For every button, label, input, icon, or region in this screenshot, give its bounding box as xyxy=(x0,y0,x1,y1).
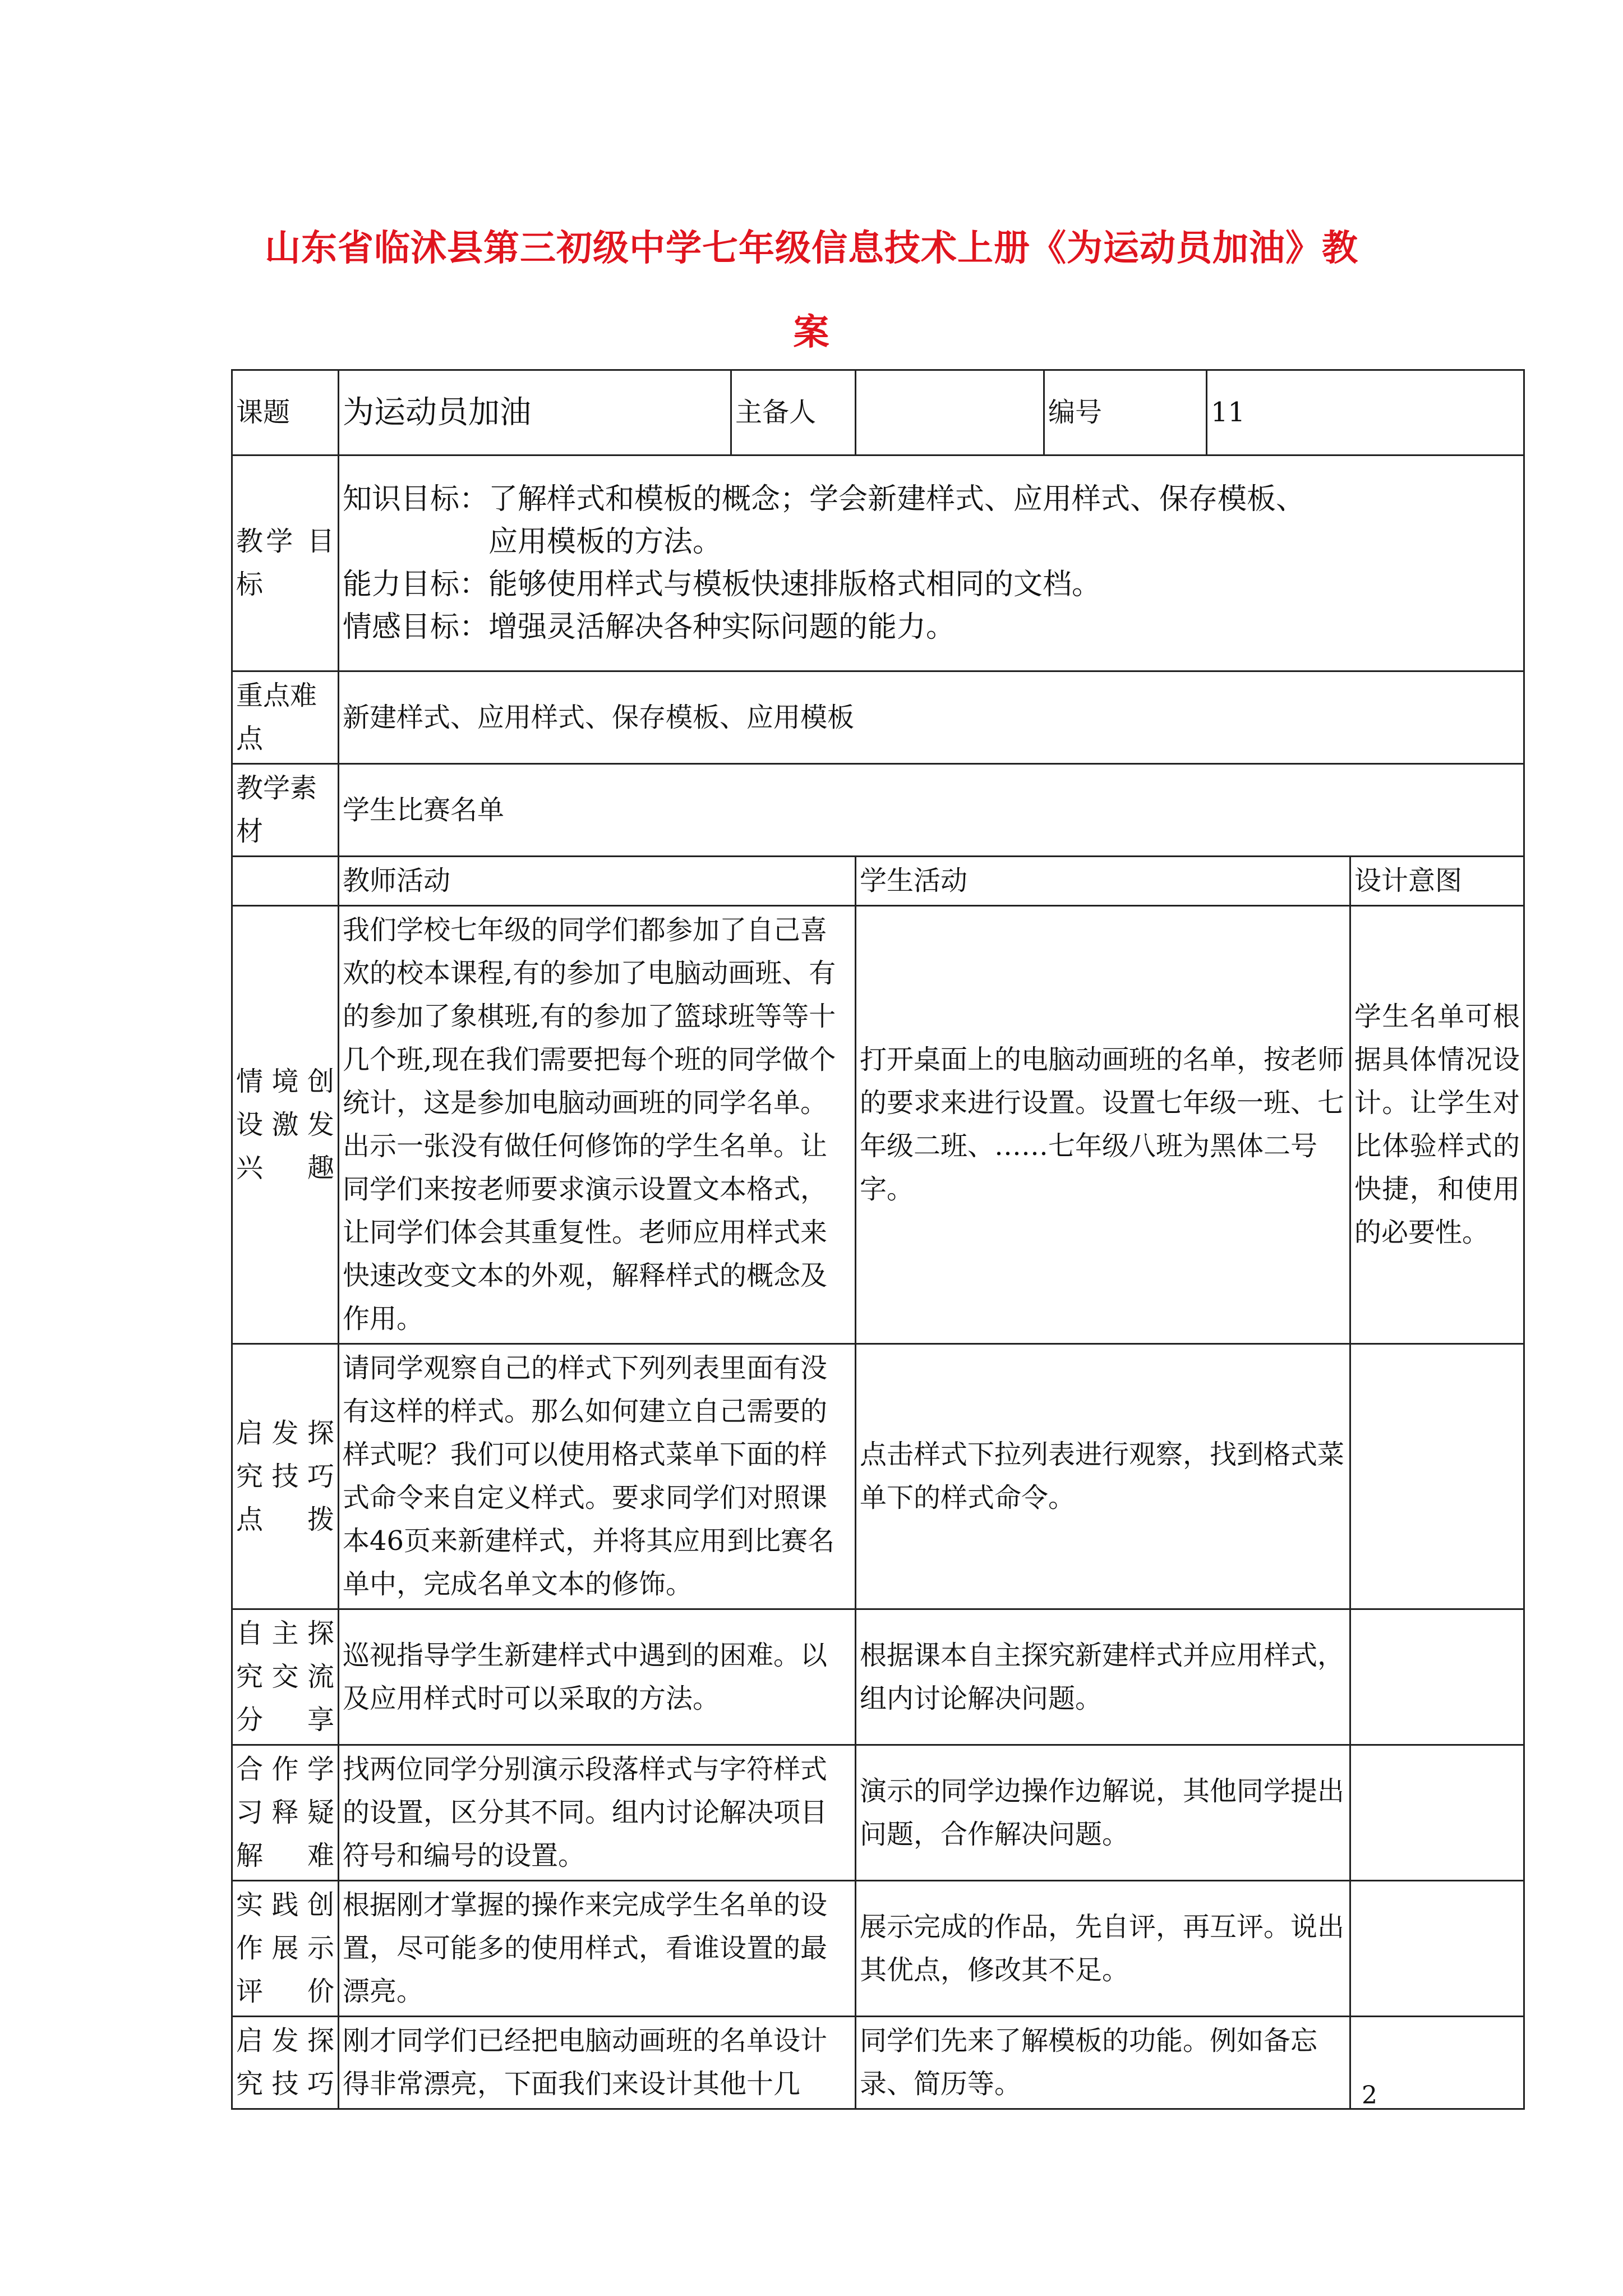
stage-label: 合作学习释疑解难 xyxy=(232,1745,339,1881)
topic-value: 为运动员加油 xyxy=(339,370,731,455)
header-row xyxy=(232,370,1524,455)
stage-row-2 xyxy=(232,1344,1524,1609)
teacher-activity: 我们学校七年级的同学们都参加了自己喜欢的校本课程,有的参加了电脑动画班、有的参加了象棋班,有的参加了篮球班等等十几个班,现在我们需要把每个班的同学做个统计，这是参加电脑动画班的同学名单。出示一张没有做任何修饰的学生名单。让同学们来按老师要求演示设置文本格式，让同学们体会其重复性。老师应用样式来快速改变文本的外观，解释样式的概念及作用。 xyxy=(339,906,856,1344)
design-intent xyxy=(1350,1881,1524,2017)
page-number: 2 xyxy=(1362,2081,1377,2110)
emotion-objective: 情感目标：增强灵活解决各种实际问题的能力。 xyxy=(343,610,956,644)
teacher-activity: 根据刚才掌握的操作来完成学生名单的设置，尽可能多的使用样式，看谁设置的最漂亮。 xyxy=(339,1881,856,2017)
topic-label: 课题 xyxy=(232,370,339,455)
materials-value: 学生比赛名单 xyxy=(339,764,1524,857)
title-line-1: 山东省临沭县第三初级中学七年级信息技术上册《为运动员加油》教 xyxy=(265,227,1358,269)
title-line-2: 案 xyxy=(793,311,830,353)
stage-label: 启发探究技巧 xyxy=(232,2017,339,2109)
objectives-label: 教学 目标 xyxy=(232,455,339,671)
lesson-plan-table xyxy=(231,369,1525,2110)
student-activity: 点击样式下拉列表进行观察，找到格式菜单下的样式命令。 xyxy=(856,1344,1350,1609)
knowledge-objective: 知识目标：了解样式和模板的概念；学会新建样式、应用样式、保存模板、 xyxy=(343,482,1306,516)
stage-row-6 xyxy=(232,2017,1524,2109)
knowledge-objective-cont: 应用模板的方法。 xyxy=(488,525,722,559)
preparer-value xyxy=(856,370,1044,455)
objectives-row xyxy=(232,455,1524,671)
stage-label: 情境创设激发兴趣 xyxy=(232,906,339,1344)
stage-label: 启发探究技巧点拨 xyxy=(232,1344,339,1609)
design-intent xyxy=(1350,1344,1524,1609)
objectives-content xyxy=(339,455,1524,671)
key-points-label: 重点难点 xyxy=(232,671,339,764)
document-title xyxy=(168,206,1455,375)
student-activity-header: 学生活动 xyxy=(856,857,1350,906)
number-value: 11 xyxy=(1207,370,1524,455)
materials-label: 教学素材 xyxy=(232,764,339,857)
teacher-activity: 请同学观察自己的样式下列列表里面有没有这样的样式。那么如何建立自己需要的样式呢？我们可以使用格式菜单下面的样式命令来自定义样式。要求同学们对照课本46页来新建样式，并将其应用到比赛名单中，完成名单文本的修饰。 xyxy=(339,1344,856,1609)
design-intent: 学生名单可根据具体情况设计。让学生对比体验样式的快捷，和使用的必要性。 xyxy=(1350,906,1524,1344)
ability-objective: 能力目标：能够使用样式与模板快速排版格式相同的文档。 xyxy=(343,568,1101,601)
student-activity: 同学们先来了解模板的功能。例如备忘录、简历等。 xyxy=(856,2017,1350,2109)
design-intent-header: 设计意图 xyxy=(1350,857,1524,906)
stage-label: 实践创作展示评价 xyxy=(232,1881,339,2017)
student-activity: 展示完成的作品，先自评，再互评。说出其优点，修改其不足。 xyxy=(856,1881,1350,2017)
stage-row-5 xyxy=(232,1881,1524,2017)
teacher-activity: 找两位同学分别演示段落样式与字符样式的设置，区分其不同。组内讨论解决项目符号和编号的设置。 xyxy=(339,1745,856,1881)
preparer-label: 主备人 xyxy=(731,370,856,455)
teacher-activity: 巡视指导学生新建样式中遇到的困难。以及应用样式时可以采取的方法。 xyxy=(339,1609,856,1745)
student-activity: 演示的同学边操作边解说，其他同学提出问题，合作解决问题。 xyxy=(856,1745,1350,1881)
teacher-activity-header: 教师活动 xyxy=(339,857,856,906)
materials-row xyxy=(232,764,1524,857)
stage-row-1 xyxy=(232,906,1524,1344)
key-points-value: 新建样式、应用样式、保存模板、应用模板 xyxy=(339,671,1524,764)
student-activity: 打开桌面上的电脑动画班的名单，按老师的要求来进行设置。设置七年级一班、七年级二班、……七年级八班为黑体二号字。 xyxy=(856,906,1350,1344)
stage-label: 自主探究交流分享 xyxy=(232,1609,339,1745)
student-activity: 根据课本自主探究新建样式并应用样式，组内讨论解决问题。 xyxy=(856,1609,1350,1745)
stage-row-3 xyxy=(232,1609,1524,1745)
design-intent xyxy=(1350,1745,1524,1881)
number-label: 编号 xyxy=(1044,370,1207,455)
teacher-activity: 刚才同学们已经把电脑动画班的名单设计得非常漂亮，下面我们来设计其他十几 xyxy=(339,2017,856,2109)
column-header-blank xyxy=(232,857,339,906)
stage-row-4 xyxy=(232,1745,1524,1881)
design-intent xyxy=(1350,1609,1524,1745)
key-points-row xyxy=(232,671,1524,764)
column-header-row xyxy=(232,857,1524,906)
